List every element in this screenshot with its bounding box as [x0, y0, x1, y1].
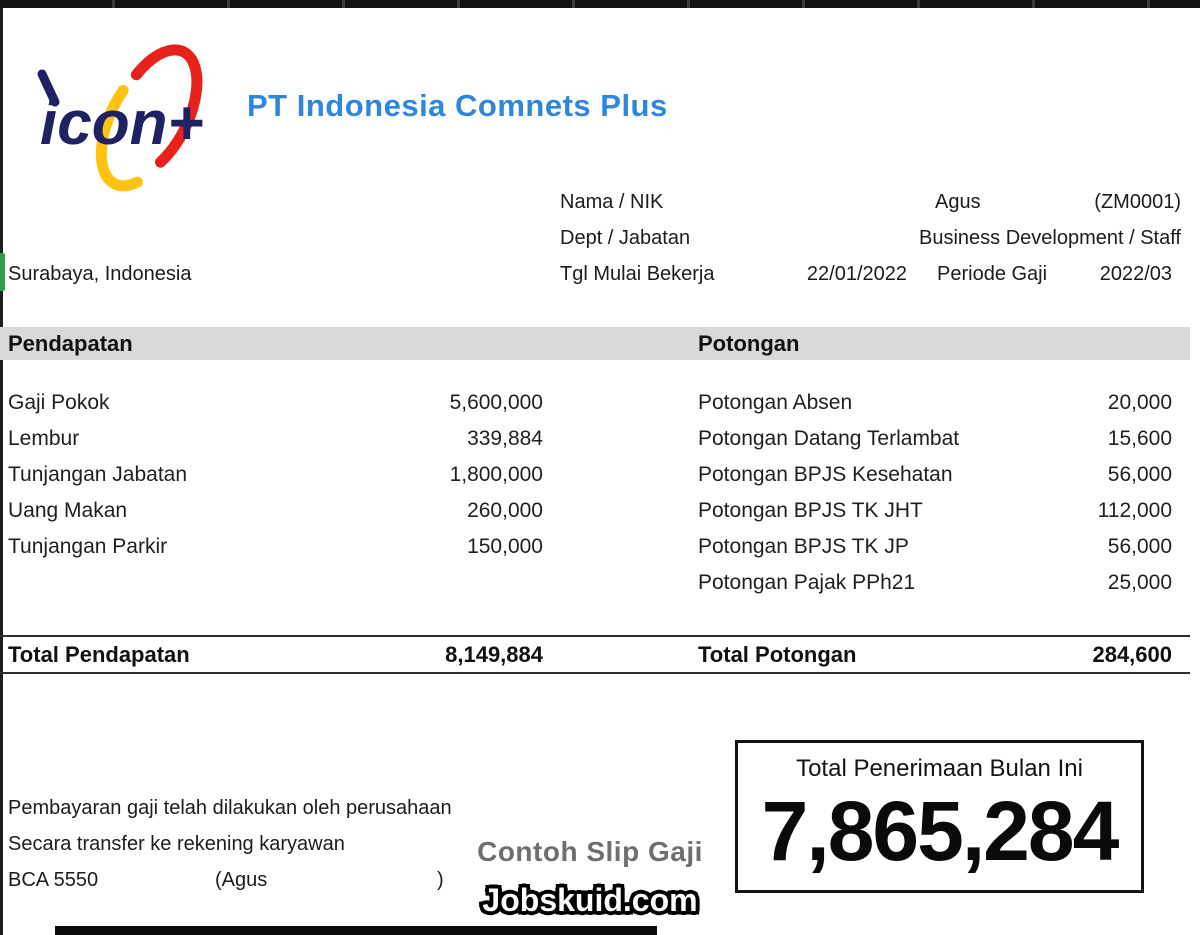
earnings-list	[8, 385, 543, 565]
earnings-label: Lembur	[8, 427, 80, 450]
totals-rule-top	[0, 635, 1190, 637]
bank-account: BCA 5550	[8, 869, 99, 891]
deductions-row	[698, 457, 1172, 493]
employee-name-value: Agus	[935, 191, 981, 213]
bottom-border-bar	[55, 926, 657, 935]
total-earnings-row	[8, 640, 543, 670]
earnings-row	[8, 421, 543, 457]
deductions-amount: 56,000	[1107, 463, 1172, 486]
name-nik-label: Nama / NIK	[560, 191, 664, 213]
total-deductions-label: Total Potongan	[698, 642, 857, 667]
deductions-label: Potongan Datang Terlambat	[698, 427, 960, 450]
earnings-label: Tunjangan Jabatan	[8, 463, 188, 486]
net-pay-box	[735, 740, 1144, 893]
earnings-section-title: Pendapatan	[8, 331, 133, 356]
site-watermark: Jobskuid.com	[482, 882, 698, 918]
deductions-list	[698, 385, 1172, 601]
deductions-amount: 56,000	[1107, 535, 1172, 558]
iconplus-logo	[28, 42, 243, 192]
deductions-label: Potongan Pajak PPh21	[698, 571, 916, 594]
dept-jabatan-label: Dept / Jabatan	[560, 227, 691, 249]
earnings-amount: 1,800,000	[449, 463, 543, 486]
net-pay-label: Total Penerimaan Bulan Ini	[796, 755, 1083, 782]
iconplus-logo-icon	[28, 42, 243, 192]
deductions-section-title: Potongan	[698, 331, 800, 356]
earnings-amount: 260,000	[467, 499, 543, 522]
deductions-amount: 112,000	[1097, 499, 1172, 522]
total-earnings-label: Total Pendapatan	[8, 642, 190, 667]
deductions-label: Potongan BPJS Kesehatan	[698, 463, 953, 486]
logo-wordmark: icon+	[40, 89, 204, 158]
sample-watermark: Contoh Slip Gaji	[477, 836, 703, 867]
deductions-label: Potongan Absen	[698, 391, 853, 414]
green-selection-marker	[0, 253, 5, 291]
dept-jabatan-value: Business Development / Staff	[919, 227, 1181, 249]
start-date-label: Tgl Mulai Bekerja	[560, 263, 715, 285]
payment-note-1: Pembayaran gaji telah dilakukan oleh perusahaan	[8, 797, 452, 819]
earnings-row	[8, 385, 543, 421]
total-deductions-row	[698, 640, 1172, 670]
totals-rule-bottom	[0, 672, 1190, 674]
net-pay-amount: 7,865,284	[761, 784, 1118, 878]
deductions-label: Potongan BPJS TK JP	[698, 535, 909, 558]
account-holder-close: )	[437, 869, 444, 891]
deductions-row	[698, 493, 1172, 529]
deductions-label: Potongan BPJS TK JHT	[698, 499, 923, 522]
employee-nik-value: (ZM0001)	[1094, 191, 1181, 213]
earnings-label: Uang Makan	[8, 499, 128, 522]
top-border-bar	[0, 0, 1200, 8]
earnings-amount: 339,884	[467, 427, 543, 450]
earnings-amount: 150,000	[467, 535, 543, 558]
left-border-line	[0, 8, 3, 935]
earnings-label: Gaji Pokok	[8, 391, 110, 414]
deductions-amount: 25,000	[1107, 571, 1172, 594]
deductions-amount: 20,000	[1107, 391, 1172, 414]
deductions-row	[698, 529, 1172, 565]
earnings-row	[8, 529, 543, 565]
location-text: Surabaya, Indonesia	[8, 263, 192, 285]
deductions-row	[698, 385, 1172, 421]
period-value: 2022/03	[1099, 263, 1172, 285]
payment-note-2: Secara transfer ke rekening karyawan	[8, 833, 345, 855]
earnings-row	[8, 457, 543, 493]
earnings-row	[8, 493, 543, 529]
deductions-row	[698, 421, 1172, 457]
deductions-row	[698, 565, 1172, 601]
period-label: Periode Gaji	[937, 263, 1048, 285]
account-holder-open: (Agus	[215, 869, 268, 891]
start-date-value: 22/01/2022	[806, 263, 907, 285]
deductions-amount: 15,600	[1107, 427, 1172, 450]
earnings-label: Tunjangan Parkir	[8, 535, 168, 558]
total-deductions-amount: 284,600	[1092, 642, 1172, 667]
total-earnings-amount: 8,149,884	[445, 642, 543, 667]
section-header-band	[0, 327, 1190, 360]
earnings-amount: 5,600,000	[449, 391, 543, 414]
company-title: PT Indonesia Comnets Plus	[247, 88, 668, 123]
